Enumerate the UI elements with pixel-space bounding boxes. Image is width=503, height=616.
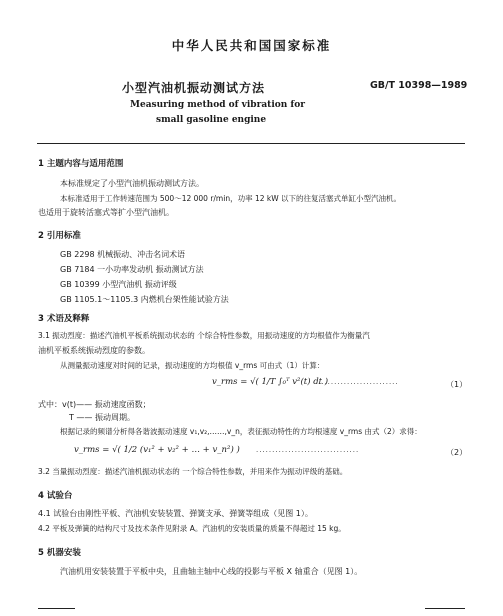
section-3-heading: 3 术语及释释 — [38, 314, 90, 324]
document-title: 小型汽油机振动测试方法 — [122, 81, 266, 95]
equation-2: v_rms = √( 1/2 (v₁² + v₂² + … + v_n²) ) — [74, 445, 240, 455]
equation-2-number: （2） — [446, 448, 468, 457]
reference-item: GB 1105.1～1105.3 内燃机台架性能试验方法 — [60, 295, 229, 304]
clause-3-1-line-4: 根据记录的频谱分析得各谐波振动速度 v₁,v₂,……,v_n，表征振动特性的方均根速度 v_rms 由式（2）求得： — [60, 427, 422, 436]
footer-rule-right — [425, 608, 465, 609]
reference-item: GB 2298 机械振动、冲击名词术语 — [60, 250, 186, 259]
section-2-heading: 2 引用标准 — [38, 231, 81, 241]
english-title-line-2: small gasoline engine — [156, 115, 267, 125]
section-1-paragraph-2-cont: 也适用于旋转活塞式等扩小型汽油机。 — [38, 208, 174, 217]
clause-4-2: 4.2 平板及弹簧的结构尺寸及技术条件见附录 A。汽油机的安装质量的质量不得超过 15 kg。 — [38, 524, 346, 533]
section-4-heading: 4 试验台 — [38, 491, 73, 501]
section-1-heading: 1 主题内容与适用范围 — [38, 159, 124, 169]
equation-1-leader: ························· — [318, 380, 399, 388]
equation-1: v_rms = √( 1/T ∫₀ᵀ v²(t) dt ) — [212, 377, 329, 387]
english-title-line-1: Measuring method of vibration for — [130, 100, 306, 110]
reference-item: GB 10399 小型汽油机 振动评级 — [60, 280, 177, 289]
clause-3-2: 3.2 当量振动烈度：描述汽油机振动状态的 一个综合特性参数，并用来作为振动评级的基础。 — [38, 467, 348, 476]
section-1-paragraph-1: 本标准规定了小型汽油机振动测试方法。 — [60, 179, 204, 188]
clause-4-1: 4.1 试验台由刚性平板、汽油机安装装置、弹簧支承、弹簧等组成（见图 1）。 — [38, 509, 313, 518]
standard-code: GB/T 10398—1989 — [370, 80, 468, 91]
clause-3-1-line-2: 油机平板系统振动烈度的参数。 — [38, 346, 150, 355]
clause-3-1-line-3: 从测量振动速度对时间的记录，振动速度的方均根值 v_rms 可由式（1）计算： — [60, 361, 325, 370]
where-line-2: T —— 振动周期。 — [69, 413, 135, 422]
equation-1-number: （1） — [446, 380, 468, 389]
section-5-heading: 5 机器安装 — [38, 548, 81, 558]
where-line-1: 式中：v(t)—— 振动速度函数； — [38, 400, 151, 409]
reference-item: GB 7184 一小功率发动机 振动测试方法 — [60, 265, 204, 274]
clause-5-1: 汽油机用安装装置于平板中央，且曲轴主轴中心线的投影与平板 X 轴重合（见图 1）。 — [60, 567, 363, 576]
clause-3-1-line-1: 3.1 振动烈度：描述汽油机平板系统振动状态的 个综合特性参数，用振动速度的方均根值作为衡量汽 — [38, 331, 370, 340]
standard-organization: 中华人民共和国国家标准 — [171, 38, 332, 53]
footer-rule-left — [38, 608, 75, 609]
equation-2-leader: ································ — [256, 448, 360, 456]
header-rule — [37, 143, 465, 144]
section-1-paragraph-2: 本标准适用于工作转速范围为 500～12 000 r/min，功率 12 kW 以下的往复活塞式单缸小型汽油机。 — [60, 194, 402, 203]
